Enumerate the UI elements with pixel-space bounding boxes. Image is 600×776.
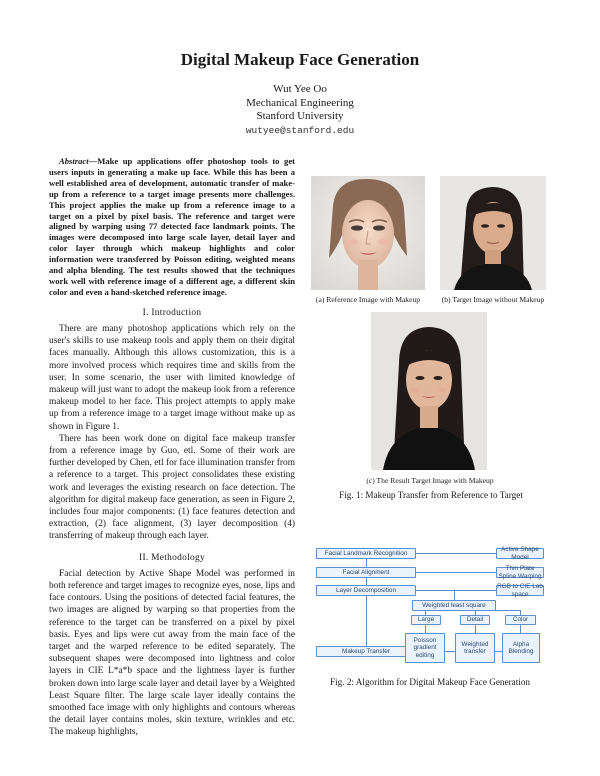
flow-connector xyxy=(416,553,496,554)
flow-method-alpha-blending: Alpha Blending xyxy=(502,633,540,663)
abstract xyxy=(49,156,295,298)
figure2-caption: Fig. 2: Algorithm for Digital Makeup Face Generation xyxy=(329,677,531,687)
author-name: Wut Yee Oo xyxy=(273,83,327,95)
flow-connector xyxy=(520,624,521,633)
methodology-paragraph-1: Facial detection by Active Shape Model was performed in both reference and target images to recognize eyes, nose, lips and face contours. Using the positions of detected facial features, the two images are aligned by warping so that properties from the reference to the target can be transferred on a pixel by pixel basis. Eyes and lips were cut away from the main face of the target and the warped reference to be edited separately. The subsequent shapes were decomposed into lightness and color layers in CIE L*a*b space and the lightness layer is further broken down into large scale layer and detail layer by a Weighted Least Square filter. The large scale layer ideally contains the smoothed face image with only highlights and contours whereas the detail layer contains moles, skin texture, wrinkles and etc. The makeup highlights, xyxy=(49,568,295,738)
intro-paragraph-1: There are many photoshop applications which rely on the user's skills to use makeup tools and apply them on their digital faces manually. Although this allows customization, this is a more involved process which requires time and skills from the user. In some scenario, the user with limited knowledge of makeup will just want to adopt the makeup look from a reference makeup model to her face. This project attempts to apply make up from a reference image to a target image without make up as shown in Figure 1. xyxy=(49,323,295,432)
flow-method-active-shape-model: Active Shape Model xyxy=(496,548,544,559)
intro-paragraph-2: There has been work done on digital face makeup transfer from a reference image by Guo, etl. Some of their work are further developed by Chen, etl for face illumination transfer from a reference to a target. This project consolidates these existing work and leverages the existing research on face detection. The algorithm for digital makeup face generation, as seen in Figure 2, includes four major components: (1) face features detection and extraction, (2) face alignment, (3) layer decomposition (4) transferring of makeup through each layer. xyxy=(49,433,295,542)
figure1-caption-b: (b) Target Image without Makeup xyxy=(441,295,545,304)
flow-method-weighted-transfer: Weighted transfer xyxy=(455,633,495,663)
flow-step-alignment: Facial Alignment xyxy=(316,567,416,578)
figure1-caption-c: (c) The Result Target Image with Makeup xyxy=(366,476,494,485)
section-heading-methodology: II. Methodology xyxy=(139,552,205,563)
flow-connector xyxy=(475,624,476,633)
flow-method-weighted-least-square: Weighted least square xyxy=(412,600,496,611)
result-makeup-photo xyxy=(371,312,487,470)
flow-method-color-space: RGB to CIE Lab space xyxy=(497,583,543,598)
figure1-caption-a: (a) Reference Image with Makeup xyxy=(315,295,421,304)
flow-connector xyxy=(416,572,496,573)
reference-makeup-photo xyxy=(311,176,425,290)
flow-step-layer-decomposition: Layer Decomposition xyxy=(316,585,416,596)
author-university: Stanford University xyxy=(256,110,344,122)
flow-step-landmark-recognition: Facial Landmark Recognition xyxy=(316,548,416,559)
left-column xyxy=(49,156,295,739)
paper-title: Digital Makeup Face Generation xyxy=(180,50,420,69)
target-no-makeup-photo xyxy=(440,176,546,290)
flow-layer-detail: Detail xyxy=(460,615,490,625)
flow-connector xyxy=(416,590,496,591)
abstract-label: Abstract xyxy=(59,156,89,166)
author-department: Mechanical Engineering xyxy=(246,97,354,109)
flow-layer-large: Large xyxy=(411,615,441,625)
flow-method-thin-plate-spline: Thin Plate Spline Warping xyxy=(496,567,544,578)
abstract-text: —Make up applications offer photoshop tools to get users inputs in generating a make up face. While this has been a well established area of development, automatic transfer of make-up from a reference to a target image presents more challenges. This project applies the make up from a reference image to a target on a pixel by pixel basis. The reference and target were aligned by warping using 77 detected face landmark points. The images were decomposed into large scale layer, detail layer and color layer through which makeup highlights and color information were transferred by Poisson editing, weighted means and alpha blending. The test results showed that the techniques work well with reference image of a different age, a different skin color and even a hand-sketched reference image. xyxy=(49,156,295,297)
flow-step-makeup-transfer: Makeup Transfer xyxy=(316,646,416,657)
section-heading-introduction: I. Introduction xyxy=(142,307,202,318)
flow-method-poisson: Poisson gradient editing xyxy=(405,633,445,663)
flow-layer-color: Color xyxy=(505,615,536,625)
figure1-caption: Fig. 1: Makeup Transfer from Reference to Target xyxy=(339,490,523,500)
flow-connector xyxy=(425,624,426,633)
author-email: wutyee@stanford.edu xyxy=(245,125,355,136)
flow-connector xyxy=(366,595,367,646)
